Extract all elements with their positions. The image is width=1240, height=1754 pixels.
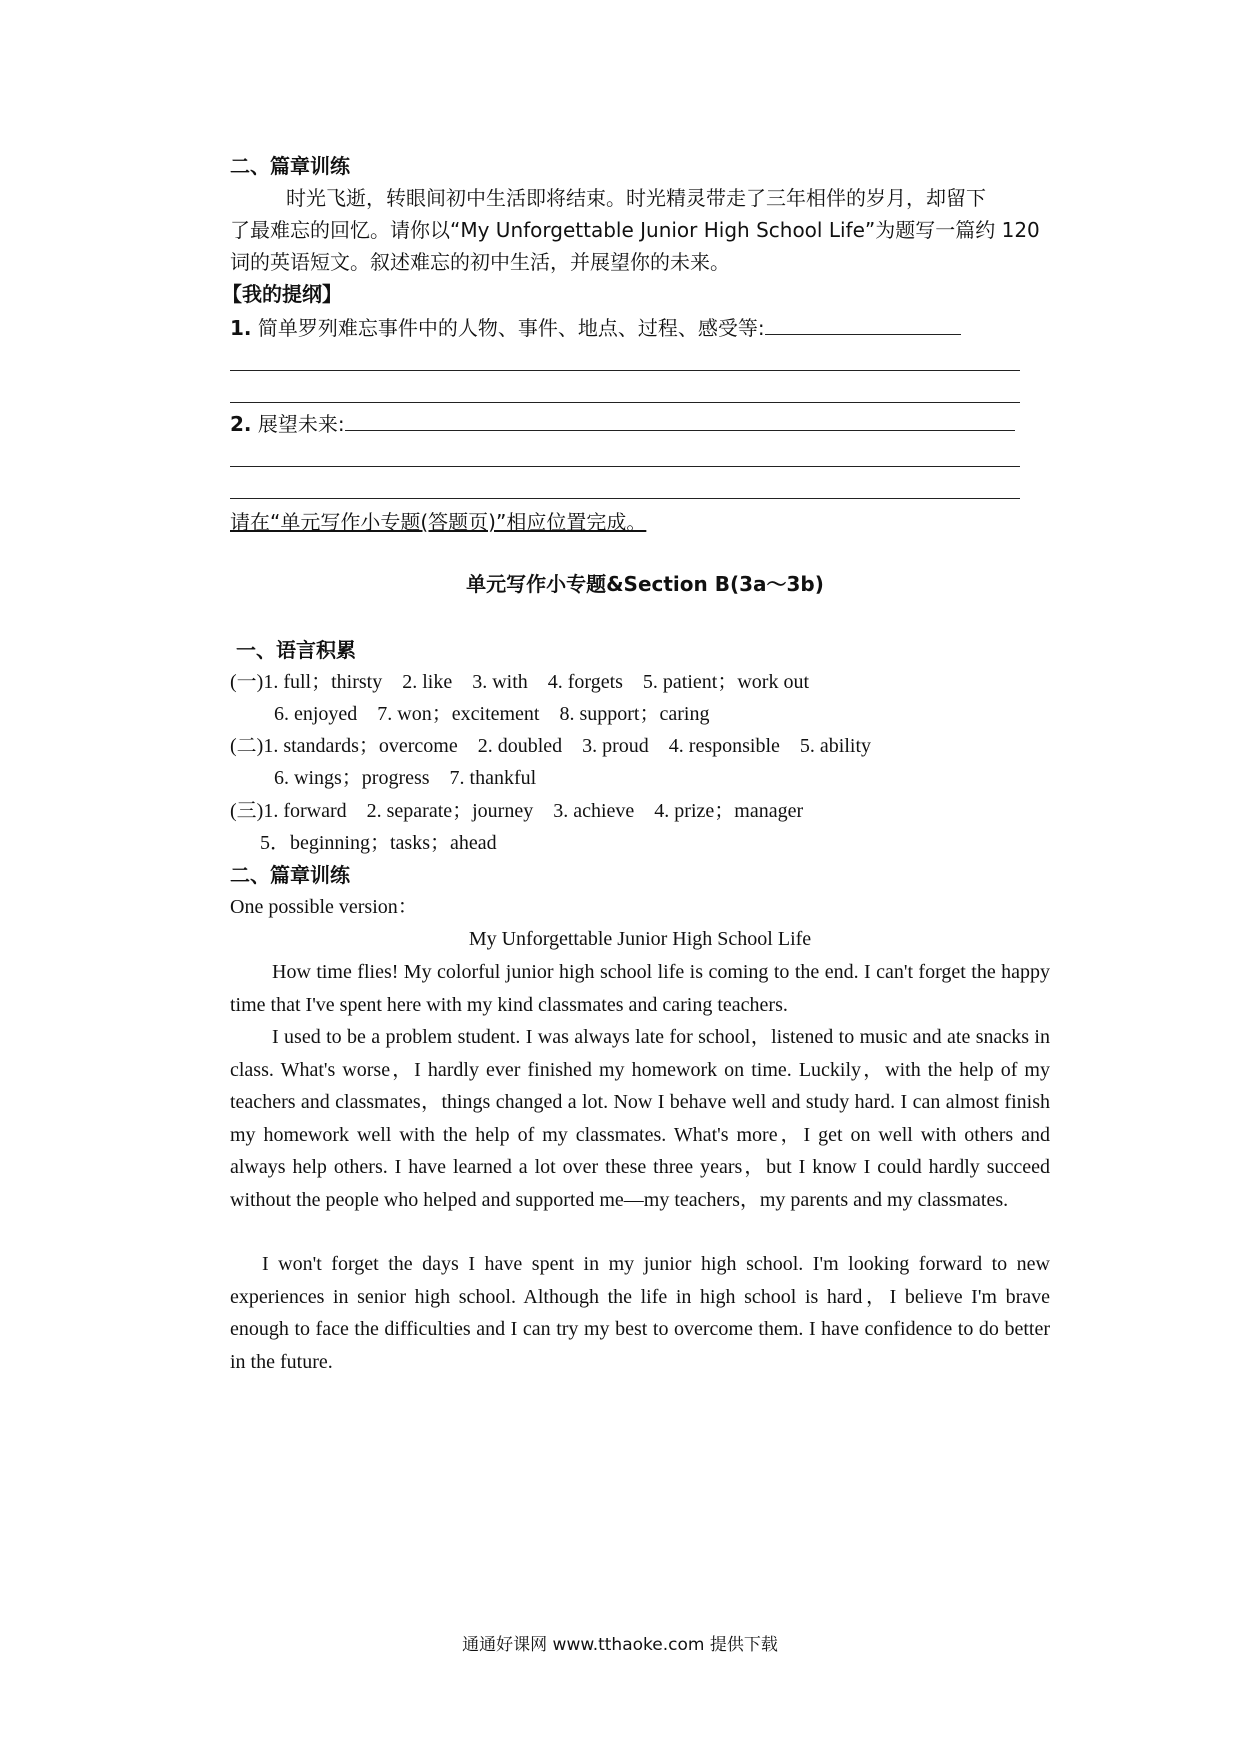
footer-credit: 通通好课网 www.tthaoke.com 提供下载 [462,1635,778,1655]
vocab-group-3-line-1: (三)1. forward 2. separate；journey 3. achieve 4. prize；manager [230,800,804,822]
outline-title: 【我的提纲】 [222,282,342,306]
version-label: One possible version： [230,896,418,918]
answer-line[interactable] [230,370,1020,371]
outline-item-2 [230,408,1060,440]
essay-paragraph-2: I used to be a problem student. I was always late for school，listened to music and ate snacks in class. What's worse，I hardly ever finished my homework on time. Luckily，with the help of my teachers and classmates，things changed a lot. Now I behave well and study hard. I can almost finish my homework well with the help of my classmates. What's more，I get on well with others and always help others. I have learned a lot over these three years，but I know I could hardly succeed without the people who helped and supported me—my teachers，my parents and my classmates. [230,1026,1050,1211]
essay-paragraph-3: I won't forget the days I have spent in my junior high school. I'm looking forward to new experiences in senior high school. Although the life in high school is hard，I believe I'm brave enough to face the difficulties and I can try my best to overcome them. I have confidence to do better in the future. [230,1253,1050,1373]
prompt-line-2: 了最难忘的回忆。请你以“My Unforgettable Junior High School Life”为题写一篇约 120 [230,218,1040,242]
prompt-line-3: 词的英语短文。叙述难忘的初中生活，并展望你的未来。 [230,250,730,274]
vocab-group-2-line-2: 6. wings；progress 7. thankful [274,767,537,789]
answer-line[interactable] [230,402,1020,403]
outline-item-2-number: 2. [230,412,252,436]
vocab-group-1-line-1: (一)1. full；thirsty 2. like 3. with 4. forgets 5. patient；work out [230,671,810,693]
section-heading-writing: 二、篇章训练 [230,154,350,178]
outline-item-2-text: 展望未来: [257,412,345,436]
vocab-group-3-line-2: 5．beginning；tasks；ahead [260,832,497,854]
outline-item-1-number: 1. [230,316,252,340]
answer-section-title: 单元写作小专题&Section B(3a～3b) [466,572,824,596]
writing-answer-heading: 二、篇章训练 [230,863,350,887]
essay-paragraph-1: How time flies! My colorful junior high school life is coming to the end. I can't forget the happy time that I've spent here with my kind classmates and caring teachers. [230,961,1050,1016]
vocab-group-2-line-1: (二)1. standards；overcome 2. doubled 3. proud 4. responsible 5. ability [230,735,871,757]
instruction-note: 请在“单元写作小专题(答题页)”相应位置完成。 [230,510,647,534]
vocab-heading: 一、语言积累 [236,638,356,662]
answer-line[interactable] [230,466,1020,467]
outline-item-1-text: 简单罗列难忘事件中的人物、事件、地点、过程、感受等: [257,316,765,340]
outline-item-1 [230,312,1060,344]
answer-line[interactable] [230,498,1020,499]
vocab-group-1-line-2: 6. enjoyed 7. won；excitement 8. support；caring [274,703,710,725]
answer-blank[interactable] [345,408,1015,431]
prompt-line-1: 时光飞逝，转眼间初中生活即将结束。时光精灵带走了三年相伴的岁月，却留下 [286,186,986,210]
essay-title: My Unforgettable Junior High School Life [468,928,812,950]
answer-blank[interactable] [765,312,961,335]
